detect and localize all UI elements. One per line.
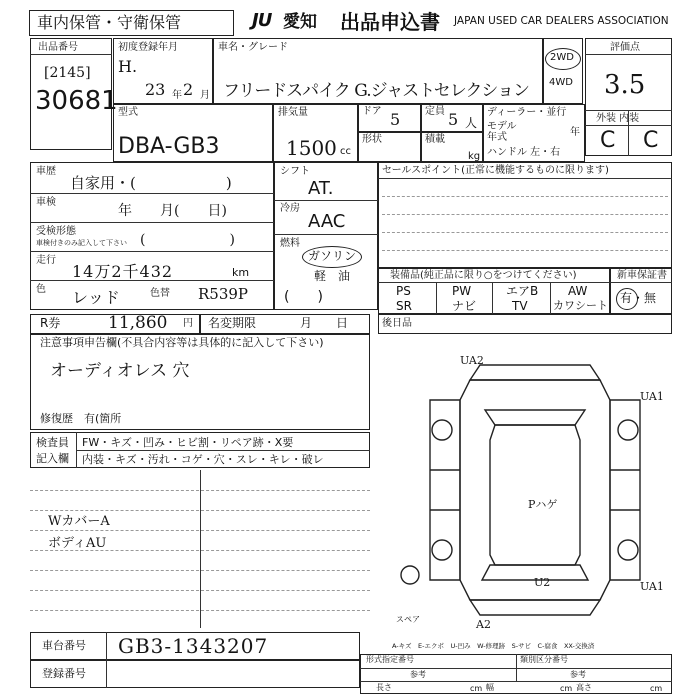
dealer-year: 年式 <box>487 132 507 143</box>
notes-value: オーディオレス 穴 <box>50 361 190 381</box>
equip-leather: カワシート <box>553 299 608 312</box>
form-title: 出品申込書 <box>340 10 440 34</box>
fuel-diesel: 軽 油 <box>314 269 351 283</box>
score-ext-int-label: 外装 内装 <box>596 113 640 124</box>
score-value: 3.5 <box>604 70 646 100</box>
spec-height: 高さ <box>576 683 592 692</box>
fuel-gasoline: ガソリン <box>308 249 357 263</box>
inspector-label: 検査員 <box>36 436 69 449</box>
spec-height-unit: cm <box>650 684 663 693</box>
chassis-value: GB3-1343207 <box>118 634 269 658</box>
reg-month-unit: 月 <box>200 90 210 101</box>
color-no-label: 色替 <box>150 288 170 299</box>
spec-width-unit: cm <box>560 684 573 693</box>
inspector-entry-label: 記入欄 <box>36 452 69 465</box>
color-value: レッド <box>72 288 120 307</box>
history-label: 車歴 <box>36 166 56 177</box>
dealer-year-unit: 年 <box>570 127 580 138</box>
load-label: 積載 <box>425 134 445 145</box>
load-unit: kg <box>468 151 481 162</box>
displacement-value: 1500 <box>286 136 337 160</box>
chassis-label: 車台番号 <box>42 639 86 652</box>
inspector-row2: 内装・キズ・汚れ・コゲ・穴・スレ・キレ・破レ <box>82 453 324 466</box>
reg-label: 初度登録年月 <box>118 42 178 53</box>
equip-sr: SR <box>396 299 412 313</box>
dealer-type: ディーラー・並行 <box>487 107 567 118</box>
inspector-row1: FW・キズ・凹み・ヒビ割・リペア跡・X要 <box>82 436 294 449</box>
guarantee-value: 有・無 <box>620 291 657 305</box>
seats-value: 5 <box>448 110 459 129</box>
score-exterior: C <box>600 128 616 153</box>
mileage-value: 14万2千432 <box>72 262 174 281</box>
recycle-unit: 円 <box>183 318 193 329</box>
reg-year-unit: 年 <box>172 90 182 101</box>
diagram-mark-u2: U2 <box>534 576 551 589</box>
dealer-model: モデル <box>487 121 517 132</box>
equip-ps: PS <box>396 284 411 298</box>
spec-length-unit: cm <box>470 684 483 693</box>
lot-label: 出品番号 <box>38 42 78 53</box>
shift-value: AT. <box>308 178 334 199</box>
score-label: 評価点 <box>610 42 640 53</box>
mileage-unit: km <box>232 266 250 279</box>
model-code-label: 型式 <box>118 107 138 118</box>
recycle-label: R券 <box>40 316 61 330</box>
diagram-mark-p-hage: Pハゲ <box>528 498 558 511</box>
equip-airbag: エアB <box>506 284 539 298</box>
acceptance-value: ( ) <box>140 232 235 248</box>
repair-history: 修復歴 有(箇所 <box>40 412 122 425</box>
model-name-value: フリードスパイク G.ジャストセレクション <box>223 81 530 101</box>
handnote-2: ボディAU <box>48 536 107 551</box>
color-label: 色 <box>36 284 46 295</box>
lot-number: 30681 <box>35 86 118 116</box>
plate-label: 登録番号 <box>42 667 86 680</box>
model-code-value: DBA-GB3 <box>118 134 220 159</box>
name-change-label: 名変期限 <box>208 316 257 330</box>
storage-tag-text: 車内保管・守衛保管 <box>37 13 182 32</box>
displacement-label: 排気量 <box>278 107 308 118</box>
equip-navi: ナビ <box>452 299 477 313</box>
color-no-value: R539P <box>198 285 249 303</box>
shape-label: 形状 <box>362 134 382 145</box>
name-change-value: 月 日 <box>300 316 349 330</box>
equip-pw: PW <box>452 284 472 298</box>
seats-unit: 人 <box>465 116 478 130</box>
diagram-mark-ua1-top: UA1 <box>640 390 664 403</box>
acceptance-label: 受検形態 <box>36 226 76 237</box>
lot-sub: [2145] <box>44 65 91 81</box>
ju-logo: JU <box>252 10 272 31</box>
org-name: 愛知 <box>283 12 317 32</box>
history-value: 自家用・( ) <box>70 174 232 192</box>
ac-value: AAC <box>308 211 346 232</box>
spec-length: 長さ <box>376 683 392 692</box>
model-name-label: 車名・グレード <box>218 42 288 53</box>
displacement-unit: cc <box>340 146 351 157</box>
notes-label: 注意事項申告欄(不具合内容等は具体的に記入して下さい) <box>40 336 324 349</box>
mileage-label: 走行 <box>36 255 56 266</box>
reg-year: 23 <box>145 80 166 99</box>
ac-label: 冷房 <box>280 203 300 214</box>
shaken-value: 年 月( 日) <box>118 203 227 219</box>
spec-ref2: 参考 <box>570 670 586 679</box>
reg-month: 2 <box>183 80 194 99</box>
association-name: JAPAN USED CAR DEALERS ASSOCIATION <box>454 15 669 27</box>
spec-class-label: 類別区分番号 <box>520 655 568 664</box>
drive-2wd: 2WD <box>550 52 574 63</box>
score-interior: C <box>643 128 659 153</box>
equip-tv: TV <box>512 299 528 313</box>
spec-ref1: 参考 <box>410 670 426 679</box>
damage-legend: A-キズ E-エクボ U-凹み W-修理跡 S-サビ C-腐食 XX-交換済 <box>392 642 595 650</box>
rear-items-label: 後日品 <box>382 318 412 329</box>
diagram-mark-ua2: UA2 <box>460 354 484 367</box>
seats-label: 定員 <box>425 106 445 117</box>
dealer-handle: ハンドル 左・右 <box>487 147 561 158</box>
sales-point-label: セールスポイント(正常に機能するものに限ります) <box>382 165 609 176</box>
shaken-label: 車検 <box>36 197 56 208</box>
rear-items-box <box>378 314 672 334</box>
equipment-label: 装備品(純正品に限り○をつけてください) <box>390 270 577 281</box>
diagram-mark-a2: A2 <box>476 618 491 631</box>
spec-width: 幅 <box>486 683 494 692</box>
doors-label: ドア <box>362 106 382 117</box>
recycle-value: 11,860 <box>108 313 168 333</box>
acceptance-note: 車検付きのみ記入して下さい <box>36 239 127 247</box>
fuel-label: 燃料 <box>280 238 300 249</box>
spare-label: スペア <box>396 615 420 624</box>
doors-value: 5 <box>390 110 401 129</box>
guarantee-label: 新車保証書 <box>617 270 667 281</box>
shift-label: シフト <box>280 166 310 177</box>
diagram-mark-ua1-bottom: UA1 <box>640 580 664 593</box>
handnote-1: WカバーA <box>48 514 110 529</box>
equip-aw: AW <box>568 284 588 298</box>
fuel-other: ( ) <box>284 289 323 305</box>
spec-type-label: 形式指定番号 <box>366 655 414 664</box>
drive-4wd: 4WD <box>549 77 573 88</box>
reg-era: H. <box>118 57 138 76</box>
